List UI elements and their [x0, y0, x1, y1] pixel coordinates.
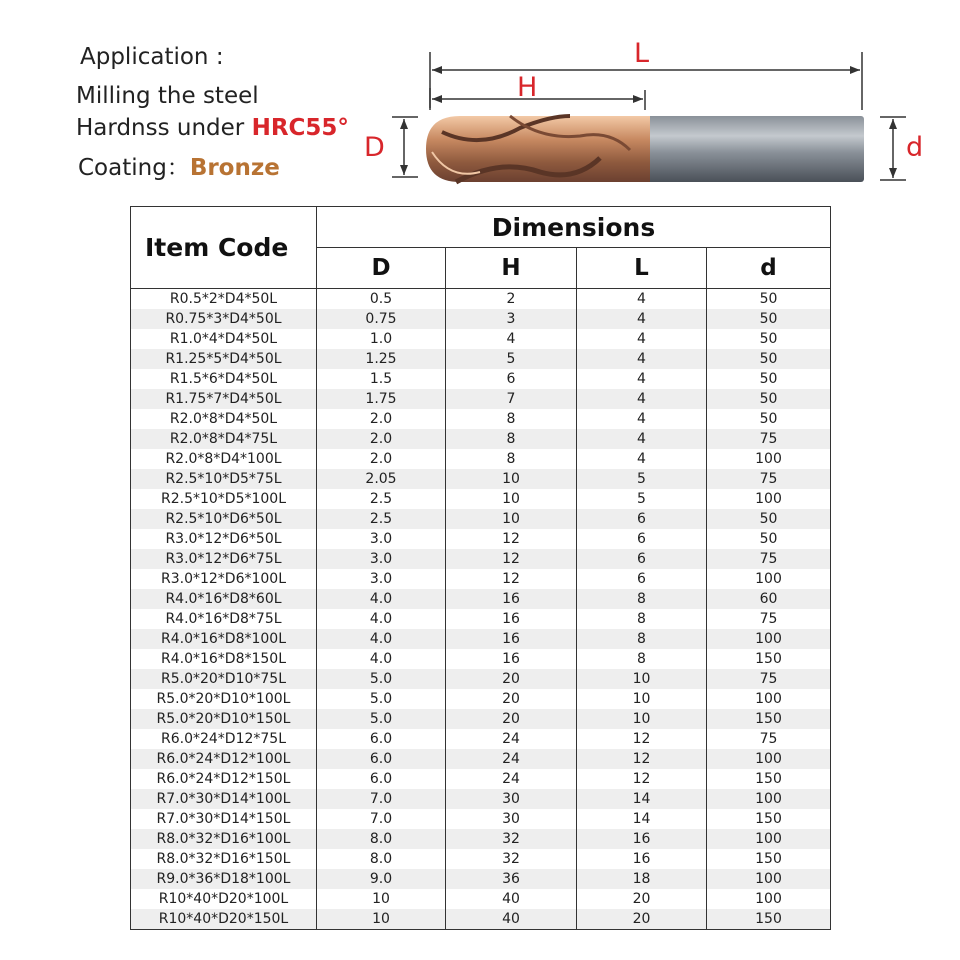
d-cell: 50 [707, 329, 831, 349]
table-row [131, 849, 831, 869]
table-row [131, 789, 831, 809]
item-code-cell: R4.0*16*D8*60L [131, 589, 317, 609]
D-cell: 5.0 [317, 709, 446, 729]
H-cell: 20 [446, 689, 577, 709]
item-code-cell: R1.25*5*D4*50L [131, 349, 317, 369]
H-cell: 16 [446, 609, 577, 629]
table-row [131, 289, 831, 310]
D-cell: 4.0 [317, 629, 446, 649]
item-code-cell: R9.0*36*D18*100L [131, 869, 317, 889]
H-cell: 16 [446, 649, 577, 669]
d-cell: 150 [707, 909, 831, 930]
L-cell: 8 [577, 649, 707, 669]
item-code-cell: R2.0*8*D4*75L [131, 429, 317, 449]
spec-table [130, 206, 831, 930]
D-cell: 2.5 [317, 509, 446, 529]
L-cell: 18 [577, 869, 707, 889]
H-cell: 36 [446, 869, 577, 889]
table-row [131, 589, 831, 609]
d-cell: 150 [707, 709, 831, 729]
end-mill-drawing [360, 40, 960, 200]
table-row [131, 809, 831, 829]
D-cell: 1.75 [317, 389, 446, 409]
item-code-cell: R0.5*2*D4*50L [131, 289, 317, 310]
item-code-cell: R1.75*7*D4*50L [131, 389, 317, 409]
table-row [131, 709, 831, 729]
table-row [131, 529, 831, 549]
d-cell: 75 [707, 609, 831, 629]
H-cell: 30 [446, 789, 577, 809]
H-cell: 40 [446, 909, 577, 930]
item-code-cell: R2.0*8*D4*50L [131, 409, 317, 429]
H-cell: 24 [446, 729, 577, 749]
table-row [131, 649, 831, 669]
item-code-cell: R2.5*10*D5*100L [131, 489, 317, 509]
L-cell: 14 [577, 789, 707, 809]
d-cell: 100 [707, 449, 831, 469]
item-code-cell: R7.0*30*D14*100L [131, 789, 317, 809]
L-cell: 6 [577, 549, 707, 569]
L-cell: 14 [577, 809, 707, 829]
L-cell: 8 [577, 589, 707, 609]
table-row [131, 369, 831, 389]
table-row [131, 489, 831, 509]
table-row [131, 909, 831, 930]
L-cell: 20 [577, 909, 707, 930]
H-cell: 24 [446, 749, 577, 769]
item-code-header: Item Code [131, 207, 317, 289]
table-row [131, 769, 831, 789]
column-header-H: H [446, 248, 577, 289]
item-code-cell: R8.0*32*D16*150L [131, 849, 317, 869]
table-row [131, 549, 831, 569]
coating-label: Coating： [78, 155, 190, 181]
d-cell: 50 [707, 409, 831, 429]
d-cell: 75 [707, 469, 831, 489]
d-cell: 150 [707, 849, 831, 869]
D-cell: 1.0 [317, 329, 446, 349]
d-cell: 75 [707, 729, 831, 749]
hardness-value: HRC55° [251, 115, 349, 141]
item-code-cell: R5.0*20*D10*150L [131, 709, 317, 729]
end-mill-diagram [360, 40, 960, 200]
L-cell: 10 [577, 689, 707, 709]
table-row [131, 329, 831, 349]
item-code-cell: R4.0*16*D8*75L [131, 609, 317, 629]
D-cell: 4.0 [317, 609, 446, 629]
table-row [131, 429, 831, 449]
H-cell: 5 [446, 349, 577, 369]
d-cell: 150 [707, 769, 831, 789]
item-code-cell: R2.5*10*D6*50L [131, 509, 317, 529]
column-header-d: d [707, 248, 831, 289]
d-cell: 75 [707, 549, 831, 569]
L-cell: 20 [577, 889, 707, 909]
application-value: Milling the steel [76, 83, 259, 109]
H-cell: 6 [446, 369, 577, 389]
L-cell: 8 [577, 629, 707, 649]
item-code-cell: R3.0*12*D6*50L [131, 529, 317, 549]
H-cell: 40 [446, 889, 577, 909]
L-cell: 4 [577, 289, 707, 310]
D-cell: 7.0 [317, 809, 446, 829]
L-cell: 5 [577, 469, 707, 489]
table-row [131, 689, 831, 709]
D-cell: 5.0 [317, 689, 446, 709]
shank-diameter-label-d: d [906, 132, 924, 163]
H-cell: 12 [446, 569, 577, 589]
coating-line [78, 149, 280, 182]
H-cell: 12 [446, 529, 577, 549]
d-cell: 100 [707, 829, 831, 849]
item-code-cell: R4.0*16*D8*150L [131, 649, 317, 669]
d-cell: 50 [707, 389, 831, 409]
H-cell: 24 [446, 769, 577, 789]
table-row [131, 449, 831, 469]
table-row [131, 409, 831, 429]
item-code-cell: R6.0*24*D12*75L [131, 729, 317, 749]
D-cell: 6.0 [317, 749, 446, 769]
table-row [131, 509, 831, 529]
H-cell: 16 [446, 629, 577, 649]
L-cell: 5 [577, 489, 707, 509]
d-cell: 100 [707, 789, 831, 809]
D-cell: 8.0 [317, 829, 446, 849]
d-cell: 75 [707, 429, 831, 449]
D-cell: 9.0 [317, 869, 446, 889]
dimensions-header: Dimensions [317, 207, 831, 248]
item-code-cell: R5.0*20*D10*100L [131, 689, 317, 709]
D-cell: 10 [317, 889, 446, 909]
H-cell: 20 [446, 669, 577, 689]
d-cell: 50 [707, 529, 831, 549]
H-cell: 10 [446, 469, 577, 489]
L-cell: 10 [577, 669, 707, 689]
L-cell: 4 [577, 409, 707, 429]
D-cell: 6.0 [317, 729, 446, 749]
H-cell: 20 [446, 709, 577, 729]
item-code-cell: R2.0*8*D4*100L [131, 449, 317, 469]
item-code-cell: R6.0*24*D12*100L [131, 749, 317, 769]
d-cell: 150 [707, 809, 831, 829]
D-cell: 2.0 [317, 409, 446, 429]
H-cell: 8 [446, 409, 577, 429]
L-cell: 6 [577, 529, 707, 549]
table-row [131, 569, 831, 589]
d-cell: 50 [707, 509, 831, 529]
table-row [131, 869, 831, 889]
coating-value: Bronze [189, 155, 280, 181]
item-code-cell: R8.0*32*D16*100L [131, 829, 317, 849]
item-code-cell: R10*40*D20*100L [131, 889, 317, 909]
H-cell: 30 [446, 809, 577, 829]
table-row [131, 389, 831, 409]
L-cell: 16 [577, 829, 707, 849]
table-row [131, 729, 831, 749]
L-cell: 4 [577, 429, 707, 449]
d-cell: 100 [707, 489, 831, 509]
hardness-line [76, 115, 349, 141]
H-cell: 32 [446, 849, 577, 869]
flute-length-label-H: H [517, 72, 538, 103]
D-cell: 7.0 [317, 789, 446, 809]
H-cell: 10 [446, 489, 577, 509]
table-row [131, 349, 831, 369]
L-cell: 12 [577, 749, 707, 769]
item-code-cell: R0.75*3*D4*50L [131, 309, 317, 329]
spec-table-body [131, 289, 831, 930]
L-cell: 8 [577, 609, 707, 629]
d-cell: 100 [707, 689, 831, 709]
d-cell: 100 [707, 749, 831, 769]
L-cell: 16 [577, 849, 707, 869]
item-code-cell: R2.5*10*D5*75L [131, 469, 317, 489]
D-cell: 4.0 [317, 589, 446, 609]
column-header-L: L [577, 248, 707, 289]
D-cell: 2.5 [317, 489, 446, 509]
table-row [131, 309, 831, 329]
D-cell: 4.0 [317, 649, 446, 669]
H-cell: 2 [446, 289, 577, 310]
D-cell: 10 [317, 909, 446, 930]
d-cell: 100 [707, 629, 831, 649]
d-cell: 100 [707, 569, 831, 589]
hardness-prefix: Hardnss under [76, 115, 252, 141]
application-label: Application : [80, 44, 224, 70]
item-code-cell: R10*40*D20*150L [131, 909, 317, 930]
H-cell: 4 [446, 329, 577, 349]
H-cell: 16 [446, 589, 577, 609]
D-cell: 1.25 [317, 349, 446, 369]
item-code-cell: R7.0*30*D14*150L [131, 809, 317, 829]
L-cell: 4 [577, 389, 707, 409]
d-cell: 50 [707, 369, 831, 389]
H-cell: 10 [446, 509, 577, 529]
d-cell: 50 [707, 349, 831, 369]
D-cell: 0.5 [317, 289, 446, 310]
item-code-cell: R3.0*12*D6*75L [131, 549, 317, 569]
item-code-cell: R4.0*16*D8*100L [131, 629, 317, 649]
cutting-diameter-label-D: D [364, 132, 385, 163]
table-row [131, 609, 831, 629]
D-cell: 0.75 [317, 309, 446, 329]
d-cell: 100 [707, 889, 831, 909]
D-cell: 3.0 [317, 569, 446, 589]
d-cell: 75 [707, 669, 831, 689]
item-code-cell: R1.0*4*D4*50L [131, 329, 317, 349]
L-cell: 6 [577, 569, 707, 589]
item-code-cell: R3.0*12*D6*100L [131, 569, 317, 589]
d-cell: 50 [707, 309, 831, 329]
L-cell: 10 [577, 709, 707, 729]
item-code-cell: R6.0*24*D12*150L [131, 769, 317, 789]
H-cell: 3 [446, 309, 577, 329]
d-cell: 150 [707, 649, 831, 669]
H-cell: 8 [446, 449, 577, 469]
D-cell: 2.05 [317, 469, 446, 489]
table-row [131, 889, 831, 909]
table-row [131, 629, 831, 649]
L-cell: 4 [577, 329, 707, 349]
D-cell: 2.0 [317, 449, 446, 469]
D-cell: 2.0 [317, 429, 446, 449]
table-row [131, 469, 831, 489]
L-cell: 4 [577, 349, 707, 369]
D-cell: 3.0 [317, 529, 446, 549]
L-cell: 6 [577, 509, 707, 529]
column-header-D: D [317, 248, 446, 289]
H-cell: 32 [446, 829, 577, 849]
D-cell: 5.0 [317, 669, 446, 689]
L-cell: 4 [577, 309, 707, 329]
H-cell: 12 [446, 549, 577, 569]
item-code-cell: R5.0*20*D10*75L [131, 669, 317, 689]
table-row [131, 829, 831, 849]
L-cell: 12 [577, 769, 707, 789]
L-cell: 4 [577, 449, 707, 469]
L-cell: 4 [577, 369, 707, 389]
table-row [131, 749, 831, 769]
H-cell: 8 [446, 429, 577, 449]
table-row [131, 669, 831, 689]
D-cell: 3.0 [317, 549, 446, 569]
item-code-cell: R1.5*6*D4*50L [131, 369, 317, 389]
D-cell: 1.5 [317, 369, 446, 389]
length-label-L: L [634, 38, 650, 69]
D-cell: 6.0 [317, 769, 446, 789]
d-cell: 50 [707, 289, 831, 310]
d-cell: 60 [707, 589, 831, 609]
d-cell: 100 [707, 869, 831, 889]
H-cell: 7 [446, 389, 577, 409]
D-cell: 8.0 [317, 849, 446, 869]
L-cell: 12 [577, 729, 707, 749]
